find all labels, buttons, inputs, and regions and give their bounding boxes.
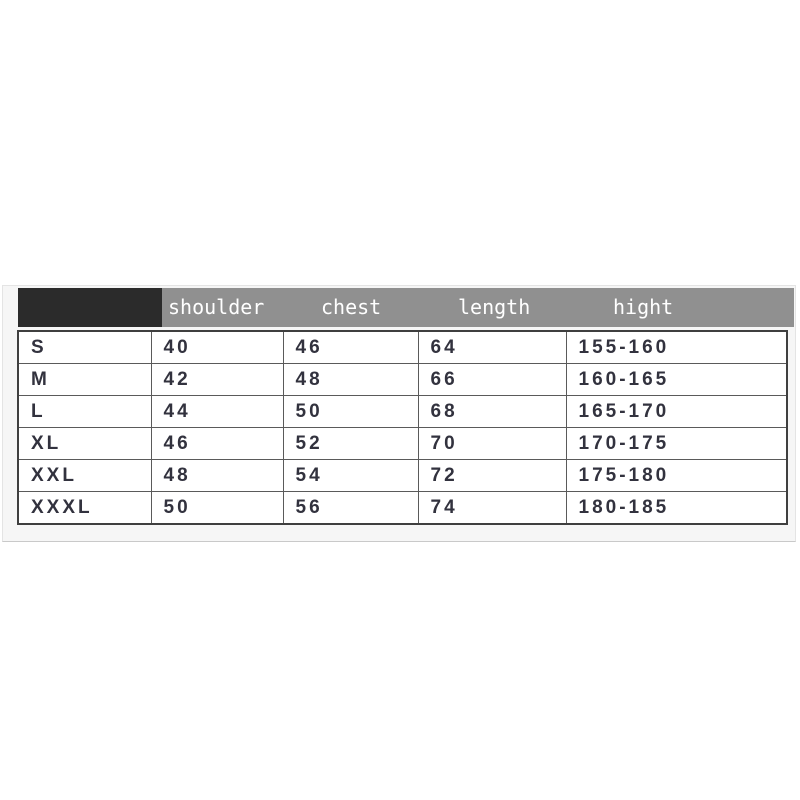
shoulder-cell: 50	[151, 492, 283, 525]
size-cell: XL	[18, 428, 151, 460]
size-cell: M	[18, 364, 151, 396]
table-row	[18, 396, 787, 428]
size-cell: XXXL	[18, 492, 151, 525]
hight-cell: 160-165	[566, 364, 787, 396]
header-corner-cell	[18, 288, 162, 327]
table-row	[18, 460, 787, 492]
shoulder-cell: 40	[151, 331, 283, 364]
table-row	[18, 331, 787, 364]
chest-cell: 52	[283, 428, 418, 460]
length-cell: 74	[418, 492, 566, 525]
chest-cell: 54	[283, 460, 418, 492]
shoulder-cell: 48	[151, 460, 283, 492]
column-header-hight: hight	[613, 295, 674, 319]
column-header-shoulder: shoulder	[168, 295, 265, 319]
column-header-length: length	[458, 295, 531, 319]
table-row	[18, 492, 787, 525]
table-row	[18, 364, 787, 396]
size-cell: XXL	[18, 460, 151, 492]
hight-cell: 165-170	[566, 396, 787, 428]
hight-cell: 155-160	[566, 331, 787, 364]
length-cell: 72	[418, 460, 566, 492]
length-cell: 68	[418, 396, 566, 428]
chest-cell: 56	[283, 492, 418, 525]
shoulder-cell: 42	[151, 364, 283, 396]
chest-cell: 48	[283, 364, 418, 396]
chest-cell: 46	[283, 331, 418, 364]
chest-cell: 50	[283, 396, 418, 428]
table-row	[18, 428, 787, 460]
size-cell: S	[18, 331, 151, 364]
length-cell: 70	[418, 428, 566, 460]
column-header-chest: chest	[321, 295, 382, 319]
size-table	[17, 330, 788, 525]
hight-cell: 180-185	[566, 492, 787, 525]
hight-cell: 170-175	[566, 428, 787, 460]
length-cell: 64	[418, 331, 566, 364]
size-cell: L	[18, 396, 151, 428]
shoulder-cell: 44	[151, 396, 283, 428]
shoulder-cell: 46	[151, 428, 283, 460]
length-cell: 66	[418, 364, 566, 396]
hight-cell: 175-180	[566, 460, 787, 492]
